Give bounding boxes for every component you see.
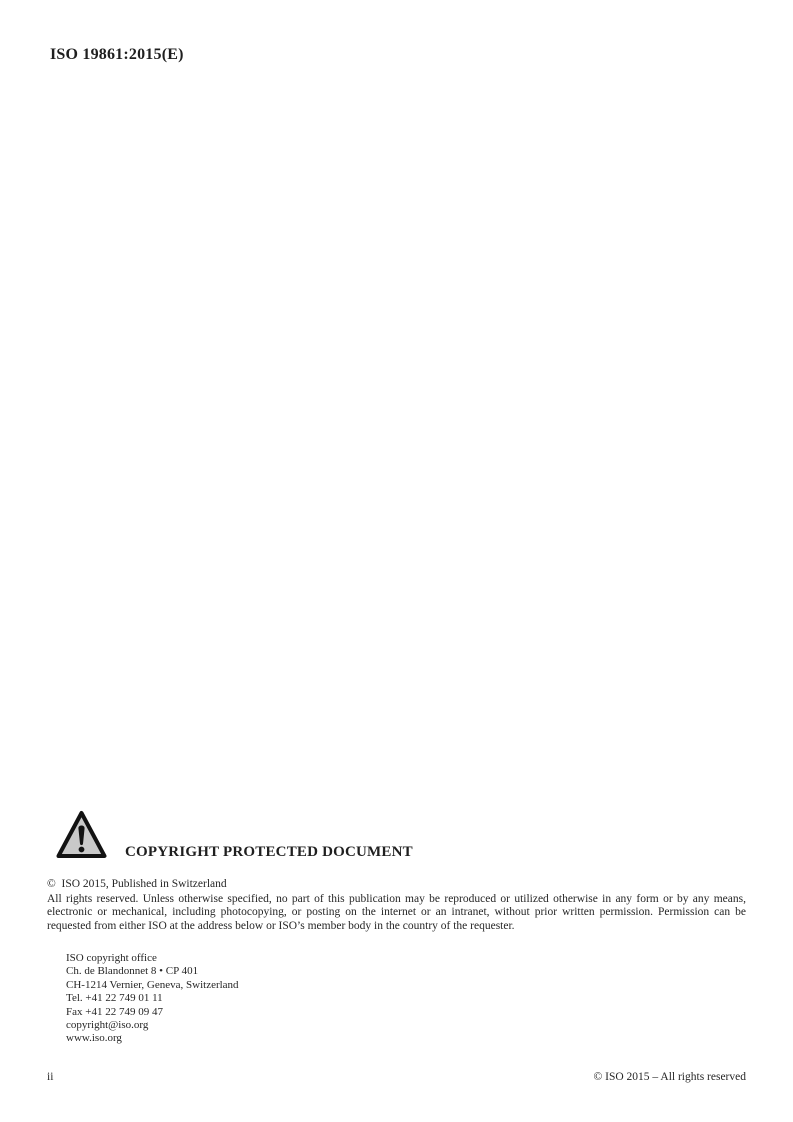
copyright-published-line: © ISO 2015, Published in Switzerland <box>47 878 227 890</box>
iso-address-block <box>66 952 239 1046</box>
address-line-email: copyright@iso.org <box>66 1019 149 1032</box>
address-line-website: www.iso.org <box>66 1032 122 1045</box>
document-number-header: ISO 19861:2015(E) <box>50 46 184 63</box>
footer-copyright-notice: © ISO 2015 – All rights reserved <box>593 1071 746 1083</box>
warning-triangle-icon <box>55 809 108 860</box>
page-number: ii <box>47 1071 54 1083</box>
address-line-office: ISO copyright office <box>66 952 157 964</box>
page-footer <box>47 1071 746 1083</box>
copyright-protected-heading: COPYRIGHT PROTECTED DOCUMENT <box>125 844 413 860</box>
address-line-street: Ch. de Blandonnet 8 • CP 401 <box>66 965 199 978</box>
rights-reserved-paragraph: All rights reserved. Unless otherwise specified, no part of this publication may be reproduced or utilized otherwise in any form or by any means, electronic or mechanical, including photocopying, or posting on the internet or an intranet, without prior written permission. Permission can be requested from either ISO at the address below or ISO’s member body in the country of the requester. <box>47 893 746 932</box>
address-line-city: CH-1214 Vernier, Geneva, Switzerland <box>66 978 239 991</box>
address-line-fax: Fax +41 22 749 09 47 <box>66 1005 163 1018</box>
address-line-tel: Tel. +41 22 749 01 11 <box>66 992 163 1005</box>
